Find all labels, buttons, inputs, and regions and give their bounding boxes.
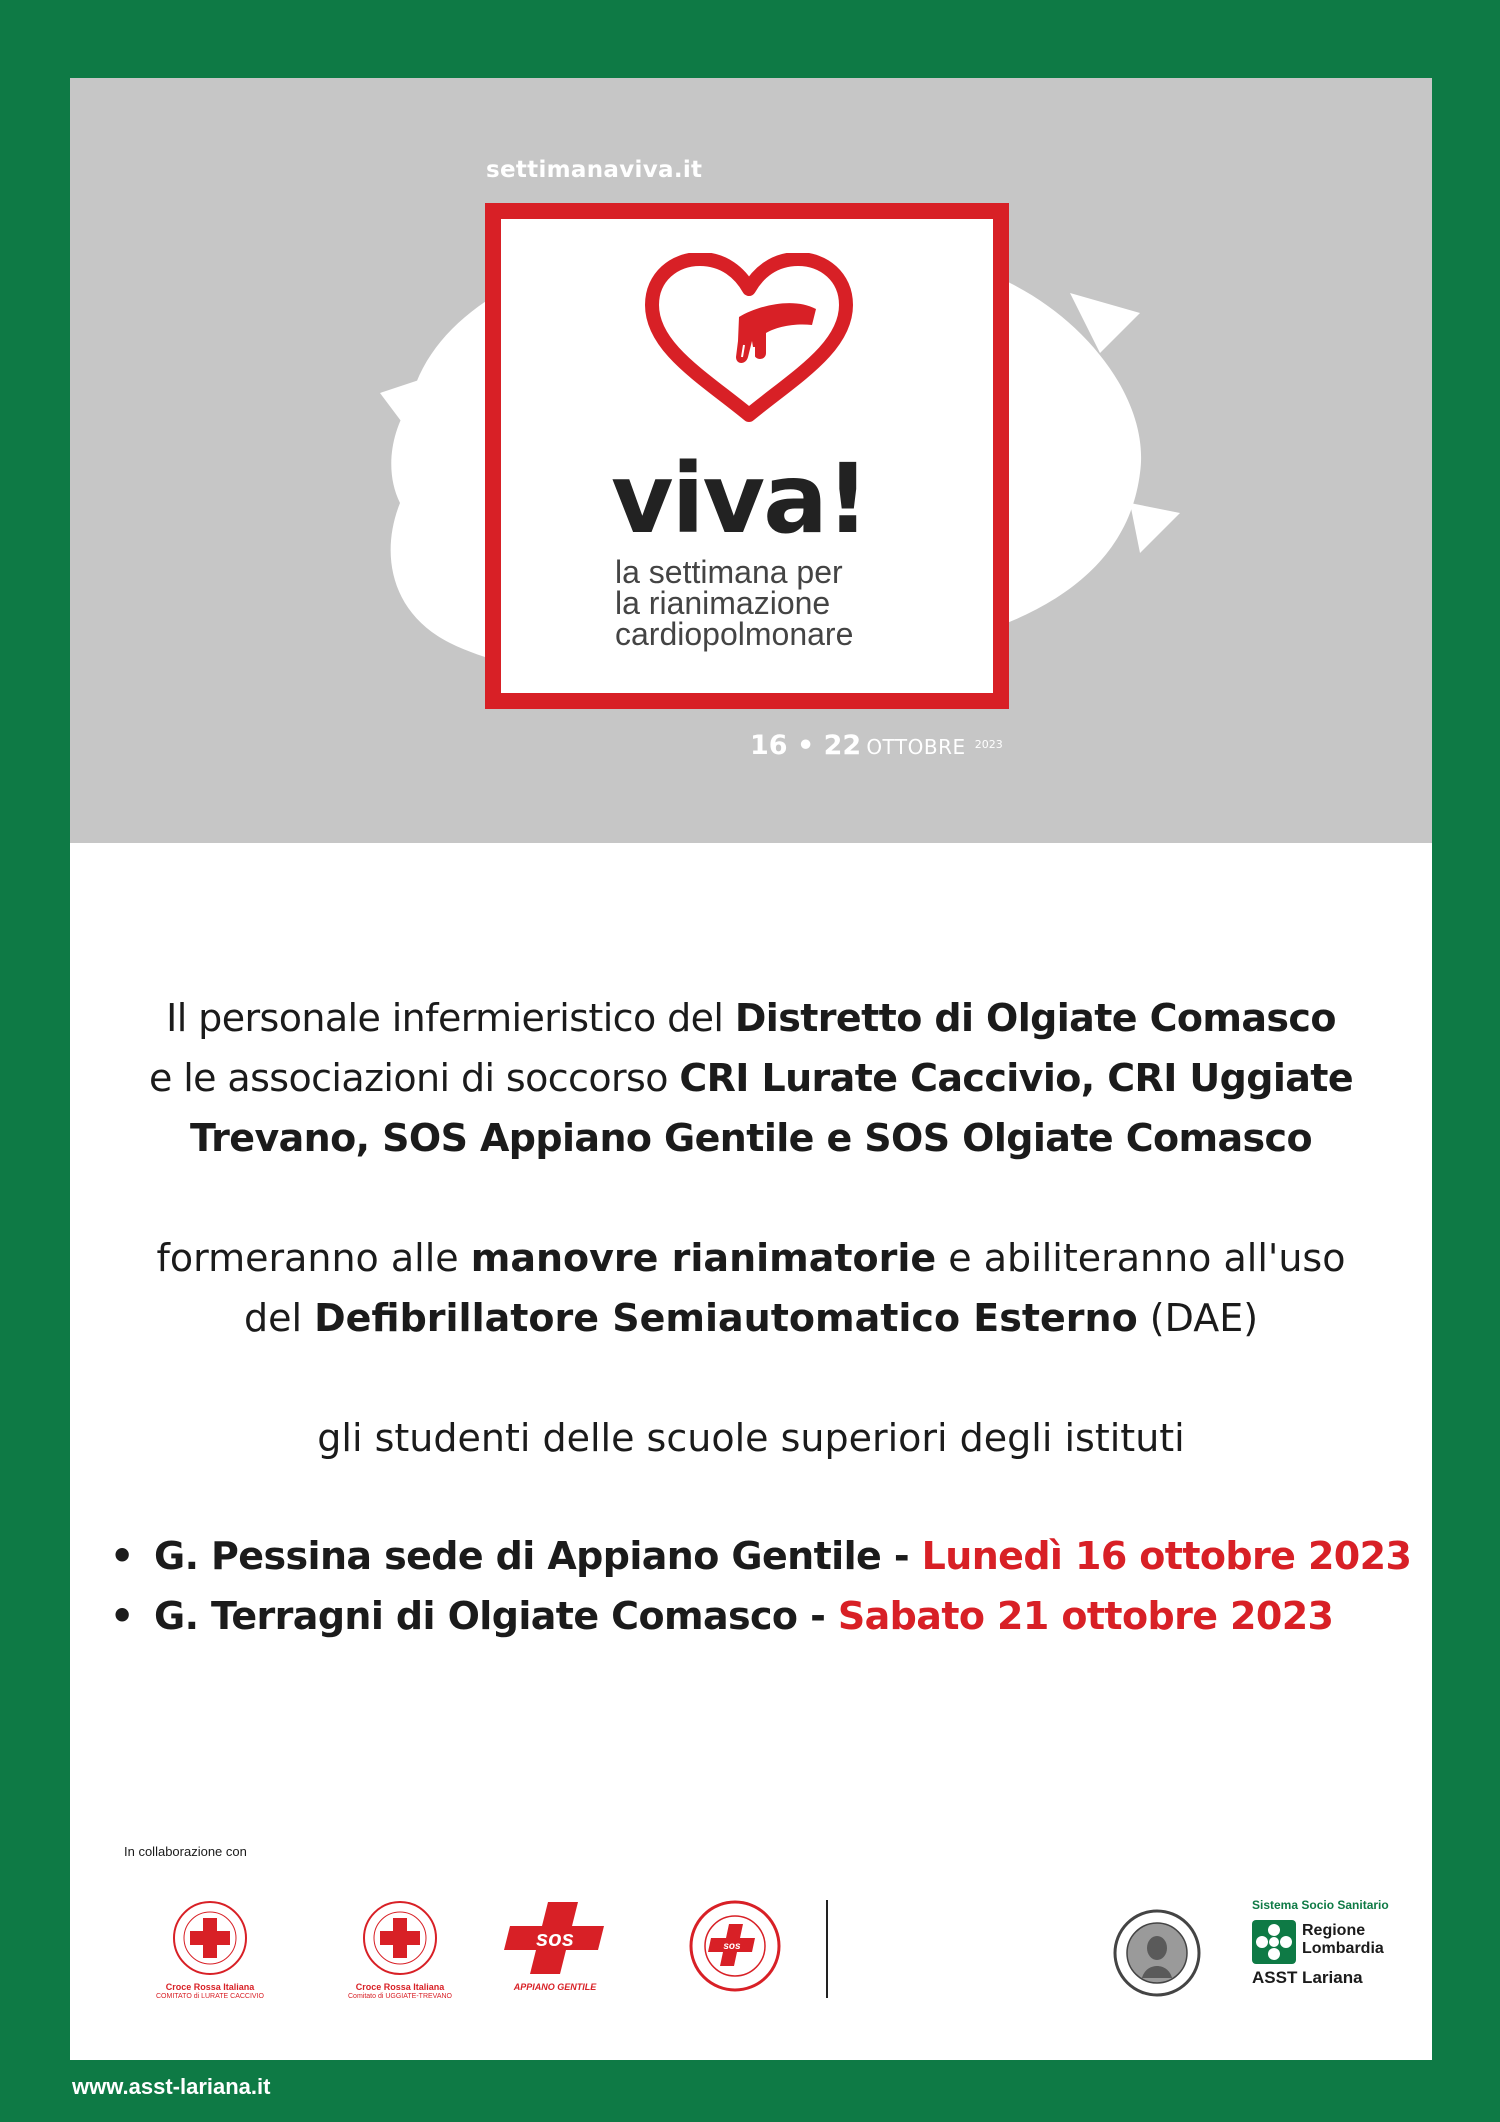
campaign-tagline — [615, 554, 854, 652]
region-name — [1302, 1922, 1384, 1958]
school-name: G. Terragni di Olgiate Comasco - — [154, 1594, 838, 1638]
partner-sos-appiano — [490, 1898, 620, 1992]
body-text: del — [243, 1296, 315, 1340]
schools-list — [70, 1526, 1432, 1646]
school-date: Sabato 21 ottobre 2023 — [837, 1594, 1334, 1638]
emphasis-text: manovre rianimatorie — [470, 1236, 937, 1280]
partner-caption: Croce Rossa Italiana — [165, 1982, 255, 1992]
school-name: G. Pessina sede di Appiano Gentile - — [154, 1534, 922, 1578]
region-name-line: Lombardia — [1302, 1940, 1384, 1957]
list-item — [110, 1526, 1432, 1586]
bullet-icon: • — [110, 1534, 134, 1578]
partner-cri-uggiate — [330, 1898, 470, 2001]
partner-cri-lurate — [140, 1898, 280, 2001]
svg-text:sos: sos — [536, 1926, 574, 1951]
viva-logo-frame — [485, 203, 1009, 709]
body-text: e abiliteranno all'uso — [936, 1236, 1346, 1280]
dates-month: OTTOBRE — [866, 735, 966, 759]
campaign-dates — [750, 730, 1003, 761]
tagline-line: la settimana per — [615, 554, 843, 590]
bullet-icon: • — [110, 1594, 134, 1638]
tagline-line: la rianimazione — [615, 585, 831, 621]
emphasis-text: Defibrillatore Semiautomatico Esterno — [314, 1296, 1138, 1340]
asst-name: ASST Lariana — [1252, 1968, 1363, 1987]
partner-subcaption: Comitato di UGGIATE-TREVANO — [348, 1993, 452, 2000]
lombardia-cross-logo — [1252, 1920, 1296, 1964]
partner-sos-olgiate — [680, 1898, 790, 1998]
viva-wordmark: viva! — [611, 443, 868, 555]
paragraph-training — [70, 1228, 1432, 1348]
dates-days: 16 • 22 — [750, 730, 862, 761]
region-system-label: Sistema Socio Sanitario — [1252, 1898, 1389, 1912]
paragraph-students: gli studenti delle scuole superiori degli istituti — [317, 1416, 1185, 1460]
sos-olgiate-seal — [687, 1898, 783, 1994]
poster — [70, 78, 1432, 2060]
school-date: Lunedì 16 ottobre 2023 — [921, 1534, 1412, 1578]
red-cross-emblem — [170, 1898, 250, 1978]
partner-caption: APPIANO GENTILE — [513, 1982, 597, 1992]
emphasis-text: Trevano, SOS Appiano Gentile e SOS Olgiate Comasco — [190, 1116, 1312, 1160]
partner-caption: Croce Rossa Italiana — [355, 1982, 445, 1992]
body-text: (DAE) — [1137, 1296, 1259, 1340]
list-item — [110, 1586, 1432, 1646]
emphasis-text: Distretto di Olgiate Comasco — [734, 996, 1336, 1040]
partner-subcaption: COMITATO di LURATE CACCIVIO — [156, 1993, 264, 2000]
body-text: formeranno alle — [156, 1236, 471, 1280]
emphasis-text: CRI Lurate Caccivio, CRI Uggiate — [679, 1056, 1354, 1100]
logo-separator — [826, 1900, 828, 1998]
svg-text:sos: sos — [723, 1941, 741, 1952]
ospedale-como-seal — [1112, 1908, 1202, 1998]
heart-hand-logo — [644, 253, 854, 423]
sos-cross-logo — [500, 1898, 610, 1978]
announcement-body — [70, 988, 1432, 1646]
website-link[interactable]: www.asst-lariana.it — [72, 2074, 271, 2099]
dates-year: 2023 — [974, 737, 1003, 751]
campaign-url: settimanaviva.it — [486, 157, 703, 183]
body-text: e le associazioni di soccorso — [148, 1056, 680, 1100]
tagline-line: cardiopolmonare — [615, 616, 854, 652]
body-text: Il personale infermieristico del — [166, 996, 735, 1040]
paragraph-organizers — [70, 988, 1432, 1168]
red-cross-emblem — [360, 1898, 440, 1978]
collaboration-label: In collaborazione con — [124, 1844, 247, 1859]
region-name-line: Regione — [1302, 1922, 1366, 1939]
header-banner — [70, 78, 1432, 843]
